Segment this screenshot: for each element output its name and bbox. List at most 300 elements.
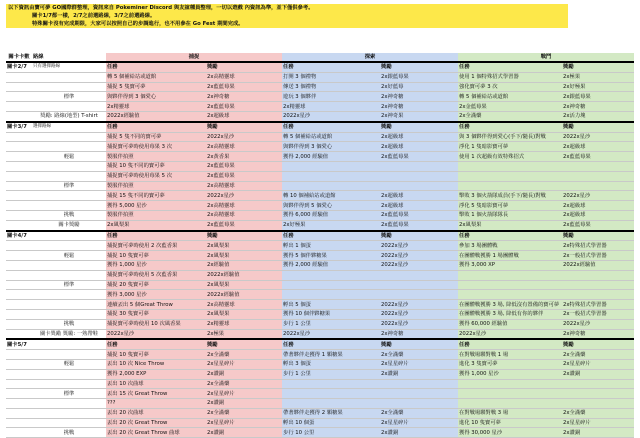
task-row: [6, 82, 634, 92]
explore-task: 2022x星沙: [282, 329, 380, 339]
battle-task: 2x金藍莓果: [458, 102, 562, 112]
explore-reward: 2x全滿藥: [380, 408, 458, 418]
route-label: 標準: [32, 280, 106, 290]
stage-cell: [6, 428, 32, 438]
explore-task: 孵出 3 個蛋: [282, 359, 380, 369]
reward-heading: 獎勵: [562, 231, 634, 241]
stage-cell: [6, 309, 32, 319]
explore-task: 獲得 2,000 經驗值: [282, 260, 380, 270]
capture-reward: 2x經驗值: [206, 260, 282, 270]
battle-reward: [562, 290, 634, 300]
route-label: 關卡獎勵: [32, 220, 106, 230]
route-label: [32, 309, 106, 319]
explore-reward: [380, 181, 458, 191]
capture-reward: 2x風梨果: [206, 309, 282, 319]
explore-task: 步行 10 公里: [282, 428, 380, 438]
capture-reward: 2x高精靈球: [206, 181, 282, 191]
task-row: [6, 220, 634, 230]
explore-task: 打開 3 個禮物: [282, 72, 380, 82]
explore-task: [282, 171, 380, 181]
reward-heading: 獎勵: [562, 62, 634, 72]
stage-header-row: [6, 122, 634, 132]
battle-reward: 2x星星碎片: [562, 418, 634, 428]
capture-task: 捕捉 15 隻不同的寶可夢: [106, 191, 206, 201]
task-heading: 任務: [106, 62, 206, 72]
capture-reward: 2x讚銅: [206, 399, 282, 409]
task-row: [6, 111, 634, 121]
battle-task: [458, 171, 562, 181]
battle-task: 使用 1 個特殊招式學習器: [458, 72, 562, 82]
battle-task: 淨化 5 隻暗影寶可夢: [458, 201, 562, 211]
reward-heading: 獎勵: [206, 62, 282, 72]
capture-task: 製服伴拍照: [106, 152, 206, 162]
task-row: [6, 270, 634, 280]
capture-task: 丟出 20 次曲球: [106, 408, 206, 418]
task-heading: 任務: [106, 122, 206, 132]
explore-task: 2x精靈球: [282, 102, 380, 112]
explore-task: [282, 161, 380, 171]
battle-reward: 2x超級球: [562, 201, 634, 211]
battle-reward: [562, 389, 634, 399]
battle-reward: [562, 280, 634, 290]
explore-reward: 2022x星沙: [380, 309, 458, 319]
route-label: [32, 270, 106, 280]
explore-reward: 2022x星沙: [380, 241, 458, 251]
explore-reward: 2x藍藍莓果: [380, 220, 458, 230]
stage-cell: [6, 418, 32, 428]
capture-reward: 2x高精靈球: [206, 210, 282, 220]
explore-task: 獲得 2,000 經驗值: [282, 152, 380, 162]
explore-task: 獲得 5 個伴夥糖果: [282, 251, 380, 261]
capture-task: 捕捉 10 隻寶可夢: [106, 350, 206, 360]
route-label: 獎勵: 路線(地型) T-shirt: [32, 111, 106, 121]
battle-task: 獲得 1,000 星沙: [458, 369, 562, 379]
battle-reward: [562, 379, 634, 389]
task-row: [6, 379, 634, 389]
battle-reward: 2x全滿藥: [562, 350, 634, 360]
battle-task: 與 3 個夥伴得到愛心(手下/隨長)對戰: [458, 132, 562, 142]
capture-task: 捕捉 5 隻不同的寶可夢: [106, 132, 206, 142]
task-row: [6, 132, 634, 142]
col-stage: 關卡卡數: [6, 53, 32, 62]
battle-reward: 2022x星沙: [562, 191, 634, 201]
capture-task: 與夥伴得到 3 個愛心: [106, 92, 206, 102]
explore-task: [282, 389, 380, 399]
task-row: [6, 319, 634, 329]
explore-task: 轉 5 個補給站或道館: [282, 132, 380, 142]
battle-task: 2022x星沙: [458, 329, 562, 339]
capture-reward: 2x全滿藥: [206, 350, 282, 360]
battle-task: 獲得 30,000 星沙: [458, 428, 562, 438]
explore-task: 帶著夥伴走獲得 2 顆糖果: [282, 408, 380, 418]
explore-reward: 2x銀藍莓果: [380, 72, 458, 82]
stage-cell: [6, 132, 32, 142]
task-row: [6, 399, 634, 409]
capture-task: 丟出 20 次 Great Throw: [106, 418, 206, 428]
capture-task: ???: [106, 399, 206, 409]
task-row: [6, 290, 634, 300]
stage-cell: [6, 290, 32, 300]
route-label: [32, 241, 106, 251]
explore-task: 獲得 6,000 經驗值: [282, 210, 380, 220]
task-table: [6, 53, 634, 438]
route-label: 挑戰: [32, 428, 106, 438]
task-row: [6, 241, 634, 251]
battle-reward: 2x一般招式學習器: [562, 309, 634, 319]
explore-reward: 2022x星沙: [380, 260, 458, 270]
capture-reward: 2x高精靈球: [206, 72, 282, 82]
battle-task: 淨化 1 隻暗影寶可夢: [458, 142, 562, 152]
explore-task: 與夥伴得到 3 個愛心: [282, 142, 380, 152]
capture-reward: 2x極果: [206, 329, 282, 339]
explore-task: [282, 379, 380, 389]
stage-cell: [6, 102, 32, 112]
explore-reward: 2x讚銅: [380, 428, 458, 438]
battle-reward: [562, 181, 634, 191]
explore-task: [282, 280, 380, 290]
battle-task: [458, 270, 562, 280]
reward-heading: 獎勵: [562, 339, 634, 349]
stage-cell: [6, 329, 32, 339]
task-row: [6, 210, 634, 220]
battle-task: 在團體戰獲勝 3 場, 降低沒有置備的寶可夢: [458, 300, 562, 310]
battle-reward: 2x超級球: [562, 210, 634, 220]
task-row: [6, 181, 634, 191]
explore-task: 2022x星沙: [282, 111, 380, 121]
capture-reward: 2x高精靈球: [206, 300, 282, 310]
explore-task: 獲得 10 個伴夥糖果: [282, 309, 380, 319]
task-heading: 任務: [282, 62, 380, 72]
stage-cell: [6, 260, 32, 270]
stage-cell: [6, 379, 32, 389]
battle-task: 參加 3 場團體戰: [458, 241, 562, 251]
stage-cell: [6, 171, 32, 181]
explore-reward: 2x神奇糖: [380, 329, 458, 339]
capture-reward: 2x全滿藥: [206, 379, 282, 389]
explore-reward: 2x神奇果: [380, 111, 458, 121]
capture-task: 捕捉寶可夢時使用 5 次藍香果: [106, 270, 206, 280]
capture-task: 獲得 3,000 星沙: [106, 290, 206, 300]
task-row: [6, 171, 634, 181]
explore-reward: [380, 399, 458, 409]
battle-reward: 2x銀藍莓果: [562, 92, 634, 102]
battle-task: 在團體戰獲勝 1 場團體戰: [458, 251, 562, 261]
battle-task: [458, 399, 562, 409]
route-label: 挑戰: [32, 319, 106, 329]
stage-cell: [6, 251, 32, 261]
capture-task: 捕捉 20 隻寶可夢: [106, 280, 206, 290]
task-row: [6, 300, 634, 310]
capture-task: 捕捉 10 隻寶可夢: [106, 251, 206, 261]
explore-task: 帶著夥伴走獲得 1 顆糖果: [282, 350, 380, 360]
battle-reward: 2x好極果: [562, 82, 634, 92]
task-row: [6, 418, 634, 428]
battle-task: [458, 389, 562, 399]
capture-task: 2x精靈球: [106, 102, 206, 112]
task-heading: 任務: [282, 339, 380, 349]
stage-label: 關卡5/7: [6, 339, 32, 349]
route-label: [32, 161, 106, 171]
reward-heading: 獎勵: [380, 122, 458, 132]
stage-cell: [6, 399, 32, 409]
explore-reward: 2x藍藍莓果: [380, 210, 458, 220]
capture-reward: 2x藍藍莓果: [206, 220, 282, 230]
battle-reward: 2022x星沙: [562, 132, 634, 142]
stage-header-row: [6, 339, 634, 349]
battle-reward: [562, 270, 634, 280]
task-heading: 任務: [282, 231, 380, 241]
reward-heading: 獎勵: [206, 339, 282, 349]
task-row: [6, 102, 634, 112]
stage-label: 關卡2/7: [6, 62, 32, 72]
explore-reward: [380, 280, 458, 290]
explore-task: 與夥伴得到 5 個愛心: [282, 201, 380, 211]
battle-task: 進化 3 隻寶可夢: [458, 359, 562, 369]
col-battle: 戰鬥: [458, 53, 634, 62]
capture-reward: 2x藍藍莓果: [206, 82, 282, 92]
stage-cell: [6, 241, 32, 251]
explore-task: 2x好極果: [282, 220, 380, 230]
task-row: [6, 329, 634, 339]
reward-heading: 獎勵: [206, 231, 282, 241]
capture-reward: 2x黃香果: [206, 152, 282, 162]
battle-task: 2x全滿藥: [458, 111, 562, 121]
explore-reward: [380, 290, 458, 300]
explore-task: 孵出 1 個蛋: [282, 241, 380, 251]
battle-task: 擊敗 1 個火箭隊隊長: [458, 210, 562, 220]
battle-reward: 2x讚銅: [562, 369, 634, 379]
route-label: [32, 142, 106, 152]
capture-task: 製服伴拍照: [106, 181, 206, 191]
battle-reward: 2x藍藍莓果: [562, 220, 634, 230]
stage-cell: [6, 389, 32, 399]
battle-reward: 2x神奇糖: [562, 329, 634, 339]
capture-task: 捕捉寶可夢時使用 2 次藍香果: [106, 241, 206, 251]
battle-task: [458, 280, 562, 290]
stage-cell: [6, 201, 32, 211]
capture-reward: 2x超級球: [206, 111, 282, 121]
task-heading: 任務: [282, 122, 380, 132]
intro-banner: [6, 4, 568, 28]
route-label: 標準: [32, 181, 106, 191]
capture-reward: 2022x經驗值: [206, 290, 282, 300]
battle-reward: 2022x星沙: [562, 319, 634, 329]
capture-task: 捕捉寶可夢時使用 10 次風香果: [106, 319, 206, 329]
capture-task: 轉 5 個補給站或道館: [106, 72, 206, 82]
stage-cell: [6, 72, 32, 82]
capture-reward: 2x風梨果: [206, 280, 282, 290]
explore-reward: 2022x星沙: [380, 300, 458, 310]
capture-task: 2022x星沙: [106, 329, 206, 339]
route-label: 標準: [32, 92, 106, 102]
explore-reward: 2x神奇糖: [380, 102, 458, 112]
reward-heading: 獎勵: [206, 122, 282, 132]
stage-label: 關卡3/7: [6, 122, 32, 132]
battle-reward: [562, 399, 634, 409]
stage-cell: [6, 270, 32, 280]
route-label: [32, 102, 106, 112]
battle-task: 在對戰場聯對戰 3 場: [458, 408, 562, 418]
task-row: [6, 142, 634, 152]
capture-task: 獲得 2,000 EXP: [106, 369, 206, 379]
col-explore: 探索: [282, 53, 458, 62]
route-label: 標準: [32, 389, 106, 399]
col-capture: 捕捉: [106, 53, 282, 62]
task-row: [6, 369, 634, 379]
route-label: [32, 399, 106, 409]
stage-label: 關卡4/7: [6, 231, 32, 241]
capture-reward: 2x藍藍莓果: [206, 102, 282, 112]
explore-task: 傳送 3 個禮物: [282, 82, 380, 92]
task-heading: 任務: [458, 62, 562, 72]
route-label: [32, 418, 106, 428]
battle-reward: 2x全滿藥: [562, 408, 634, 418]
stage-cell: [6, 191, 32, 201]
capture-task: 捕捉 10 隻不同的寶可夢: [106, 161, 206, 171]
task-row: [6, 309, 634, 319]
capture-reward: 2x風梨果: [206, 251, 282, 261]
battle-reward: [562, 171, 634, 181]
explore-reward: 2x好藍莓: [380, 82, 458, 92]
battle-task: [458, 161, 562, 171]
battle-task: 轉 5 個補給站或道館: [458, 92, 562, 102]
explore-task: 步行 1 公里: [282, 319, 380, 329]
capture-task: 2x風梨果: [106, 220, 206, 230]
stage-cell: [6, 359, 32, 369]
explore-reward: [380, 161, 458, 171]
task-row: [6, 191, 634, 201]
task-row: [6, 260, 634, 270]
capture-task: 丟出 10 次曲球: [106, 379, 206, 389]
capture-reward: 2x風梨果: [206, 241, 282, 251]
explore-reward: 2x超級球: [380, 142, 458, 152]
explore-reward: 2022x星沙: [380, 251, 458, 261]
stage-cell: [6, 350, 32, 360]
capture-reward: 2x全滿藥: [206, 408, 282, 418]
capture-reward: 2022x星沙: [206, 132, 282, 142]
capture-reward: 2x星星碎片: [206, 359, 282, 369]
reward-heading: 獎勵: [380, 62, 458, 72]
stage-cell: [6, 300, 32, 310]
route-label: [32, 300, 106, 310]
stage-note: [32, 339, 106, 349]
route-label: [32, 82, 106, 92]
stage-note: [32, 231, 106, 241]
battle-task: [458, 290, 562, 300]
explore-task: 孵出 5 個蛋: [282, 300, 380, 310]
task-row: [6, 428, 634, 438]
capture-task: 捕捉寶可夢時使用莓果 5 次: [106, 171, 206, 181]
stage-cell: [6, 280, 32, 290]
capture-task: 連續丟出 5 個Great Throw: [106, 300, 206, 310]
battle-reward: 2x特殊招式學習器: [562, 241, 634, 251]
route-label: [32, 350, 106, 360]
capture-reward: 2x高精靈球: [206, 142, 282, 152]
battle-task: 2x風梨果: [458, 220, 562, 230]
task-row: [6, 389, 634, 399]
task-row: [6, 350, 634, 360]
battle-reward: 2x極果: [562, 72, 634, 82]
route-label: [32, 379, 106, 389]
explore-reward: 2x藍藍莓果: [380, 152, 458, 162]
explore-task: [282, 399, 380, 409]
battle-task: 使用 1 次超級有效特殊招式: [458, 152, 562, 162]
reward-heading: 獎勵: [562, 122, 634, 132]
task-heading: 任務: [458, 122, 562, 132]
reward-heading: 獎勵: [380, 231, 458, 241]
task-row: [6, 161, 634, 171]
capture-reward: 2022x星沙: [206, 191, 282, 201]
capture-task: 獲得 5,000 星沙: [106, 201, 206, 211]
battle-reward: [562, 161, 634, 171]
explore-task: [282, 181, 380, 191]
battle-reward: 2x神奇糖: [562, 102, 634, 112]
task-row: [6, 359, 634, 369]
explore-reward: 2x超級球: [380, 201, 458, 211]
battle-reward: 2x讚銅: [562, 428, 634, 438]
explore-reward: [380, 171, 458, 181]
task-row: [6, 201, 634, 211]
explore-task: [282, 290, 380, 300]
route-label: 輕鬆: [32, 251, 106, 261]
route-label: [32, 171, 106, 181]
capture-reward: 2x高精靈球: [206, 201, 282, 211]
capture-task: 捕捉 5 隻寶可夢: [106, 82, 206, 92]
stage-note: 選擇路線: [32, 122, 106, 132]
route-label: [32, 201, 106, 211]
stage-cell: [6, 92, 32, 102]
task-row: [6, 92, 634, 102]
task-row: [6, 280, 634, 290]
battle-task: [458, 181, 562, 191]
explore-reward: 2x讚銅: [380, 369, 458, 379]
capture-reward: 2x讚銅: [206, 428, 282, 438]
explore-reward: 2x超級球: [380, 191, 458, 201]
battle-task: 在對戰場聯對戰 1 場: [458, 350, 562, 360]
battle-reward: 2022x經驗值: [562, 260, 634, 270]
stage-cell: [6, 210, 32, 220]
route-label: [32, 132, 106, 142]
route-label: 輕鬆: [32, 152, 106, 162]
capture-task: 製服伴拍照: [106, 210, 206, 220]
stage-cell: [6, 111, 32, 121]
capture-task: 丟出 20 次 Great Throw 曲球: [106, 428, 206, 438]
battle-task: 強化寶可夢 3 次: [458, 82, 562, 92]
explore-reward: 2x神奇糖: [380, 92, 458, 102]
stage-note: 只有選擇路線: [32, 62, 106, 72]
explore-reward: 2x全滿藥: [380, 350, 458, 360]
stage-cell: [6, 181, 32, 191]
route-label: 輕鬆: [32, 359, 106, 369]
capture-reward: 2x星星碎片: [206, 418, 282, 428]
explore-task: 遊玩 3 個夥伴: [282, 92, 380, 102]
explore-reward: 2x超級球: [380, 132, 458, 142]
battle-reward: 2x一般招式學習器: [562, 251, 634, 261]
battle-task: 在團體戰獲勝 3 場, 降低有你的夥伴: [458, 309, 562, 319]
reward-heading: 獎勵: [380, 339, 458, 349]
route-label: 關卡獎勵 獎勵: 一熟帶鞋: [32, 329, 106, 339]
stage-header-row: [6, 231, 634, 241]
explore-reward: [380, 379, 458, 389]
capture-reward: 2x星星碎片: [206, 389, 282, 399]
capture-task: 丟出 15 次 Great Throw: [106, 389, 206, 399]
intro-line-1: 以下資訊由寶可夢 GO國際群整理，資訊來自 Pokeminer Discord 與友誼種員整理，一切以遊戲 內資訊為準，並下僅供參考。: [8, 5, 314, 11]
battle-reward: 2x藍藍莓果: [562, 152, 634, 162]
stage-cell: [6, 220, 32, 230]
stage-cell: [6, 152, 32, 162]
explore-task: 步行 1 公里: [282, 369, 380, 379]
route-label: [32, 191, 106, 201]
